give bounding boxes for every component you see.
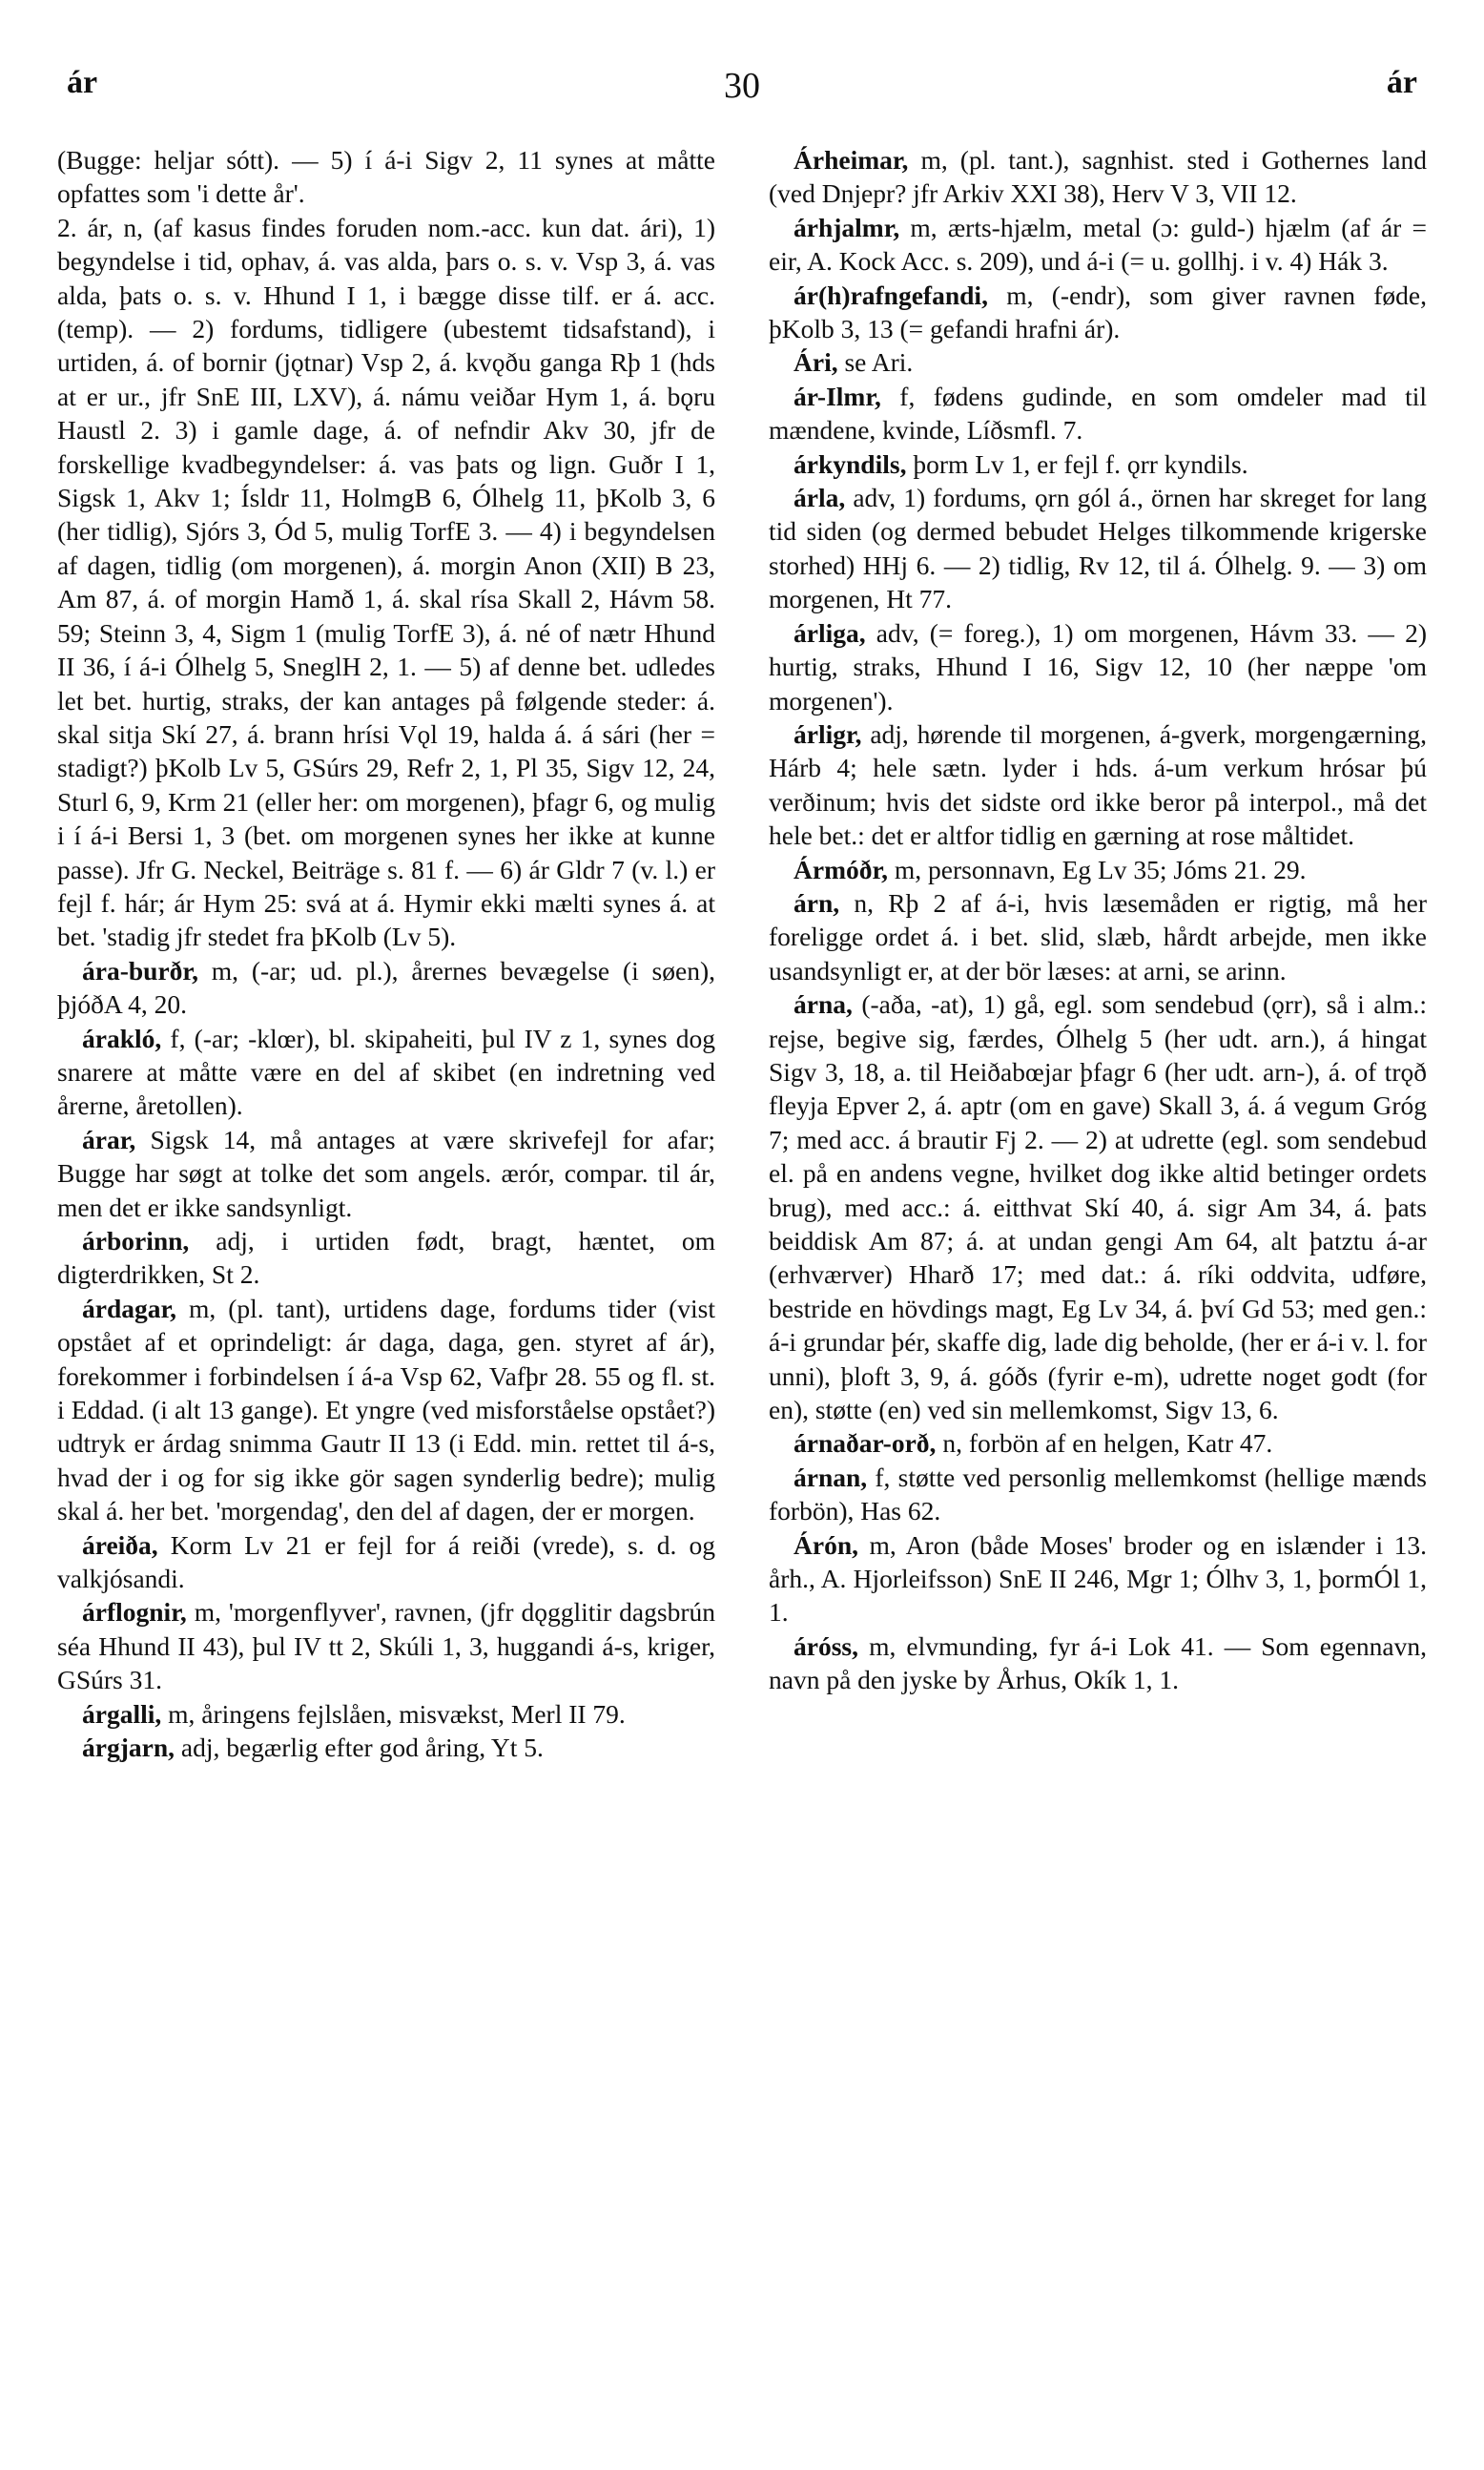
dictionary-entry — [57, 1022, 715, 1123]
entry-text: f, fødens gudinde, en som omdeler mad til mændene, kvinde, Líðsmfl. 7. — [769, 381, 1427, 446]
entry-text: Korm Lv 21 er fejl for á reiði (vrede), s. d. og valkjósandi. — [57, 1529, 715, 1594]
entry-headword: árgjarn, — [82, 1733, 175, 1763]
running-head-left: ár — [67, 65, 98, 100]
dictionary-entry — [57, 1123, 715, 1224]
entry-headword: árhjalmr, — [794, 212, 900, 242]
dictionary-entry — [769, 345, 1427, 379]
entry-text: m, Aron (både Moses' broder og en islænder i 13. årh., A. Hjorleifsson) SnE II 246, Mgr 1; Ólhv 3, 1, þormÓl 1, 1. — [769, 1529, 1427, 1628]
entry-headword: ára-burðr, — [82, 955, 198, 986]
entry-headword: áróss, — [794, 1630, 858, 1661]
left-column — [57, 143, 715, 1765]
entry-headword: árnaðar-orð, — [794, 1428, 937, 1459]
entry-headword: árdagar, — [82, 1293, 177, 1323]
entry-headword: árligr, — [794, 718, 862, 749]
dictionary-entry — [57, 1528, 715, 1596]
entry-headword: árakló, — [82, 1023, 162, 1053]
entry-headword: Árón, — [794, 1529, 858, 1560]
page-number: 30 — [724, 66, 760, 106]
entry-headword: árnan, — [794, 1462, 868, 1492]
entry-text: m, 'morgenflyver', ravnen, (jfr dǫgglitir dagsbrún séa Hhund II 43), þul IV tt 2, Skúli 1, 3, huggandi á-s, kriger, GSúrs 31. — [57, 1597, 715, 1695]
entry-text: 2. ár, n, (af kasus findes foruden nom.-acc. kun dat. ári), 1) begyndelse i tid, ophav, á. vas alda, þars o. s. v. Vsp 3, á. vas alda, þats o. s. v. Hhund I 1, i bægge disse tilf. er á. acc. (temp). — 2) fordums, tidligere (ubestemt tidsafstand), i urtiden, á. of bornir (jǫtnar) Vsp 2, á. kvǫðu ganga Rþ 1 (hds at er ur., jfr SnE III, LXV), á. námu veiðar Hym 1, á. bǫru Haustl 2. 3) i gamle dage, á. of nefndir Akv 30, jfr de forskellige kvadbegyndelser: á. vas þats og lign. Guðr I 1, Sigsk 1, Akv 1; Ísldr 11, HolmgB 6, Ólhelg 11, þKolb 3, 6 (her tidlig), Sjórs 3, Ód 5, mulig TorfE 3. — 4) i begyndelsen af dagen, tidlig (om morgenen), á. morgin Anon (XII) B 23, Am 87, á. of morgin Hamð 1, á. skal rísa Skall 2, Hávm 58. 59; Steinn 3, 4, Sigm 1 (mulig TorfE 3), á. né of nætr Hhund II 36, í á-i Ólhelg 5, SneglH 2, 1. — 5) af denne bet. udledes let bet. hurtig, straks, der kan antages på følgende steder: á. skal sitja Skí 27, á. brann hrísi Vǫl 19, halda á. á sári (her = stadigt?) þKolb Lv 5, GSúrs 29, Refr 2, 1, Pl 35, Sigv 12, 24, Sturl 6, 9, Krm 21 (eller her: om morgenen), þfagr 6, og mulig i í á-i Bersi 1, 3 (bet. om morgenen synes her ikke at kunne passe). Jfr G. Neckel, Beiträge s. 81 f. — 6) ár Gldr 7 (v. l.) er fejl f. hár; ár Hym 25: svá at á. Hymir ekki mælti synes á. at bet. 'stadig jfr stedet fra þKolb (Lv 5). — [57, 212, 715, 952]
entry-headword: árla, — [794, 483, 846, 513]
dictionary-entry — [769, 616, 1427, 717]
running-head-right: ár — [1386, 65, 1417, 100]
entry-text: m, personnavn, Eg Lv 35; Jóms 21. 29. — [888, 854, 1307, 884]
dictionary-entry — [57, 211, 715, 954]
dictionary-entry — [769, 987, 1427, 1426]
entry-text: f, (-ar; -klœr), bl. skipaheiti, þul IV z 1, synes dog snarere at måtte være en del af skibet (en indretning ved årerne, åretollen). — [57, 1023, 715, 1121]
entry-headword: Árheimar, — [794, 145, 909, 175]
entry-headword: Ári, — [794, 347, 838, 378]
entry-headword: ár-Ilmr, — [794, 381, 881, 411]
dictionary-entry — [769, 1528, 1427, 1629]
entry-headword: árn, — [794, 887, 840, 918]
entry-text: adv, 1) fordums, ǫrn gól á., örnen har skreget for lang tid siden (og dermed bebudet Helges tilkommende krigerske storhed) HHj 6. — 2) tidlig, Rv 12, til á. Ólhelg. 9. — 3) om morgenen, Ht 77. — [769, 483, 1427, 614]
entry-text: m, åringens fejlslåen, misvækst, Merl II 79. — [161, 1698, 626, 1729]
dictionary-entry — [769, 447, 1427, 481]
entry-text: adj, i urtiden født, bragt, hæntet, om digterdrikken, St 2. — [57, 1226, 715, 1290]
entry-headword: árliga, — [794, 617, 866, 648]
dictionary-entry — [57, 1595, 715, 1696]
right-column — [769, 143, 1427, 1765]
entry-headword: árkyndils, — [794, 448, 907, 479]
entry-text: m, ærts-hjælm, metal (ɔ: guld-) hjælm (af ár = eir, A. Kock Acc. s. 209), und á-i (= u. gollhj. i v. 4) Hák 3. — [769, 212, 1427, 277]
entry-text: m, elvmunding, fyr á-i Lok 41. — Som egennavn, navn på den jyske by Århus, Okík 1, 1. — [769, 1630, 1427, 1695]
entry-headword: áreiða, — [82, 1529, 158, 1560]
entry-headword: árgalli, — [82, 1698, 162, 1729]
dictionary-entry — [769, 1461, 1427, 1528]
entry-text: m, (pl. tant.), sagnhist. sted i Gothernes land (ved Dnjepr? jfr Arkiv XXI 38), Herv V 3, VII 12. — [769, 145, 1427, 209]
entry-headword: árar, — [82, 1124, 136, 1154]
dictionary-entry — [769, 1426, 1427, 1460]
entry-text: þorm Lv 1, er fejl f. ǫrr kyndils. — [906, 448, 1248, 479]
dictionary-entry — [769, 853, 1427, 886]
dictionary-entry — [769, 143, 1427, 211]
entry-text: se Ari. — [837, 347, 914, 378]
dictionary-entry — [769, 886, 1427, 987]
entry-headword: árna, — [794, 989, 853, 1020]
entry-headword: árborinn, — [82, 1226, 190, 1256]
entry-headword: ár(h)rafngefandi, — [794, 280, 988, 310]
dictionary-entry — [769, 380, 1427, 447]
entry-text: f, støtte ved personlig mellemkomst (hellige mænds forbön), Has 62. — [769, 1462, 1427, 1526]
entry-text: (Bugge: heljar sótt). — 5) í á-i Sigv 2, 11 synes at måtte opfattes som 'i dette år'. — [57, 145, 715, 209]
entry-text: m, (-ar; ud. pl.), årernes bevægelse (i søen), þjóðA 4, 20. — [57, 955, 715, 1020]
dictionary-entry — [769, 1629, 1427, 1697]
entry-text: adj, hørende til morgenen, á-gverk, morgengærning, Hárb 4; hele sætn. lyder i hds. á-um verkum hrósar þú verðinum; hvis det sidste ord ikke beror på interpol., må det hele bet.: det er altfor tidlig en gærning at rose måltidet. — [769, 718, 1427, 851]
entry-text: n, forbön af en helgen, Katr 47. — [936, 1428, 1273, 1459]
entry-text: adv, (= foreg.), 1) om morgenen, Hávm 33. — 2) hurtig, straks, Hhund I 16, Sigv 12, 10 (her næppe 'om morgenen'). — [769, 617, 1427, 716]
entry-text: (-aða, -at), 1) gå, egl. som sendebud (ǫrr), så i alm.: rejse, begive sig, færdes, Ólhelg 5 (her udt. arn.), á hingat Sigv 3, 18, a. til Heiðabœjar þfagr 6 (her udt. arn-), á. of trǫð fleyja Epver 2, á. aptr (om en gave) Skall 3, á. á vegum Gróg 7; med acc. á brautir Fj 2. — 2) at udrette (egl. som sendebud el. på en andens vegne, hvilket dog ikke altid betinger ordets brug), med acc.: á. eitthvat Skí 40, á. sigr Am 34, á. þats beiddisk Am 87; á. at undan gengi Am 64, alt þatztu á-ar (erhværver) Hharð 17; med dat.: á. ríki oddvita, udføre, bestride en hövdings magt, Eg Lv 34, á. því Gd 53; med gen.: á-i grundar þér, skaffe dig, lade dig beholde, (her er á-i v. l. for unni), þloft 3, 9, á. góðs (fyrir e-m), udrette noget godt (for en), støtte (en) ved sin mellemkomst, Sigv 13, 6. — [769, 989, 1427, 1425]
dictionary-entry — [57, 1292, 715, 1528]
entry-text: adj, begærlig efter god åring, Yt 5. — [175, 1733, 544, 1763]
entry-text: n, Rþ 2 af á-i, hvis læsemåden er rigtig, må her foreligge ordet á. i bet. slid, slæb, hårdt arbejde, men ikke usandsynligt er, at der bör læses: at arni, se arinn. — [769, 887, 1427, 986]
entry-text: Sigsk 14, må antages at være skrivefejl for afar; Bugge har søgt at tolke det som angels. ærór, compar. til ár, men det er ikke sandsynligt. — [57, 1124, 715, 1222]
dictionary-entry — [57, 1224, 715, 1292]
dictionary-entry — [57, 954, 715, 1022]
dictionary-entry — [57, 1731, 715, 1764]
running-head — [67, 65, 1417, 113]
entry-text: m, (-endr), som giver ravnen føde, þKolb 3, 13 (= gefandi hrafni ár). — [769, 280, 1427, 344]
entry-text: m, (pl. tant), urtidens dage, fordums tider (vist opstået af et oprindeligt: ár daga, daga, gen. styret af ár), forekommer i forbindelsen í á-a Vsp 62, Vafþr 28. 55 og fl. st. i Eddad. (i alt 13 gange). Et yngre (ved misforståelse opstået?) udtryk er árdag snimma Gautr II 13 (i Edd. min. rettet til á-s, hvad der i og for sig ikke gör sagen synderlig bedre); mulig skal á. her bet. 'morgendag', den del af dagen, der er morgen. — [57, 1293, 715, 1526]
text-columns — [57, 143, 1427, 1765]
dictionary-entry — [57, 1697, 715, 1731]
entry-headword: Ármóðr, — [794, 854, 889, 884]
dictionary-entry — [769, 717, 1427, 853]
dictionary-entry — [57, 143, 715, 211]
dictionary-entry — [769, 211, 1427, 279]
dictionary-entry — [769, 279, 1427, 346]
entry-headword: árflognir, — [82, 1597, 187, 1628]
dictionary-entry — [769, 481, 1427, 616]
